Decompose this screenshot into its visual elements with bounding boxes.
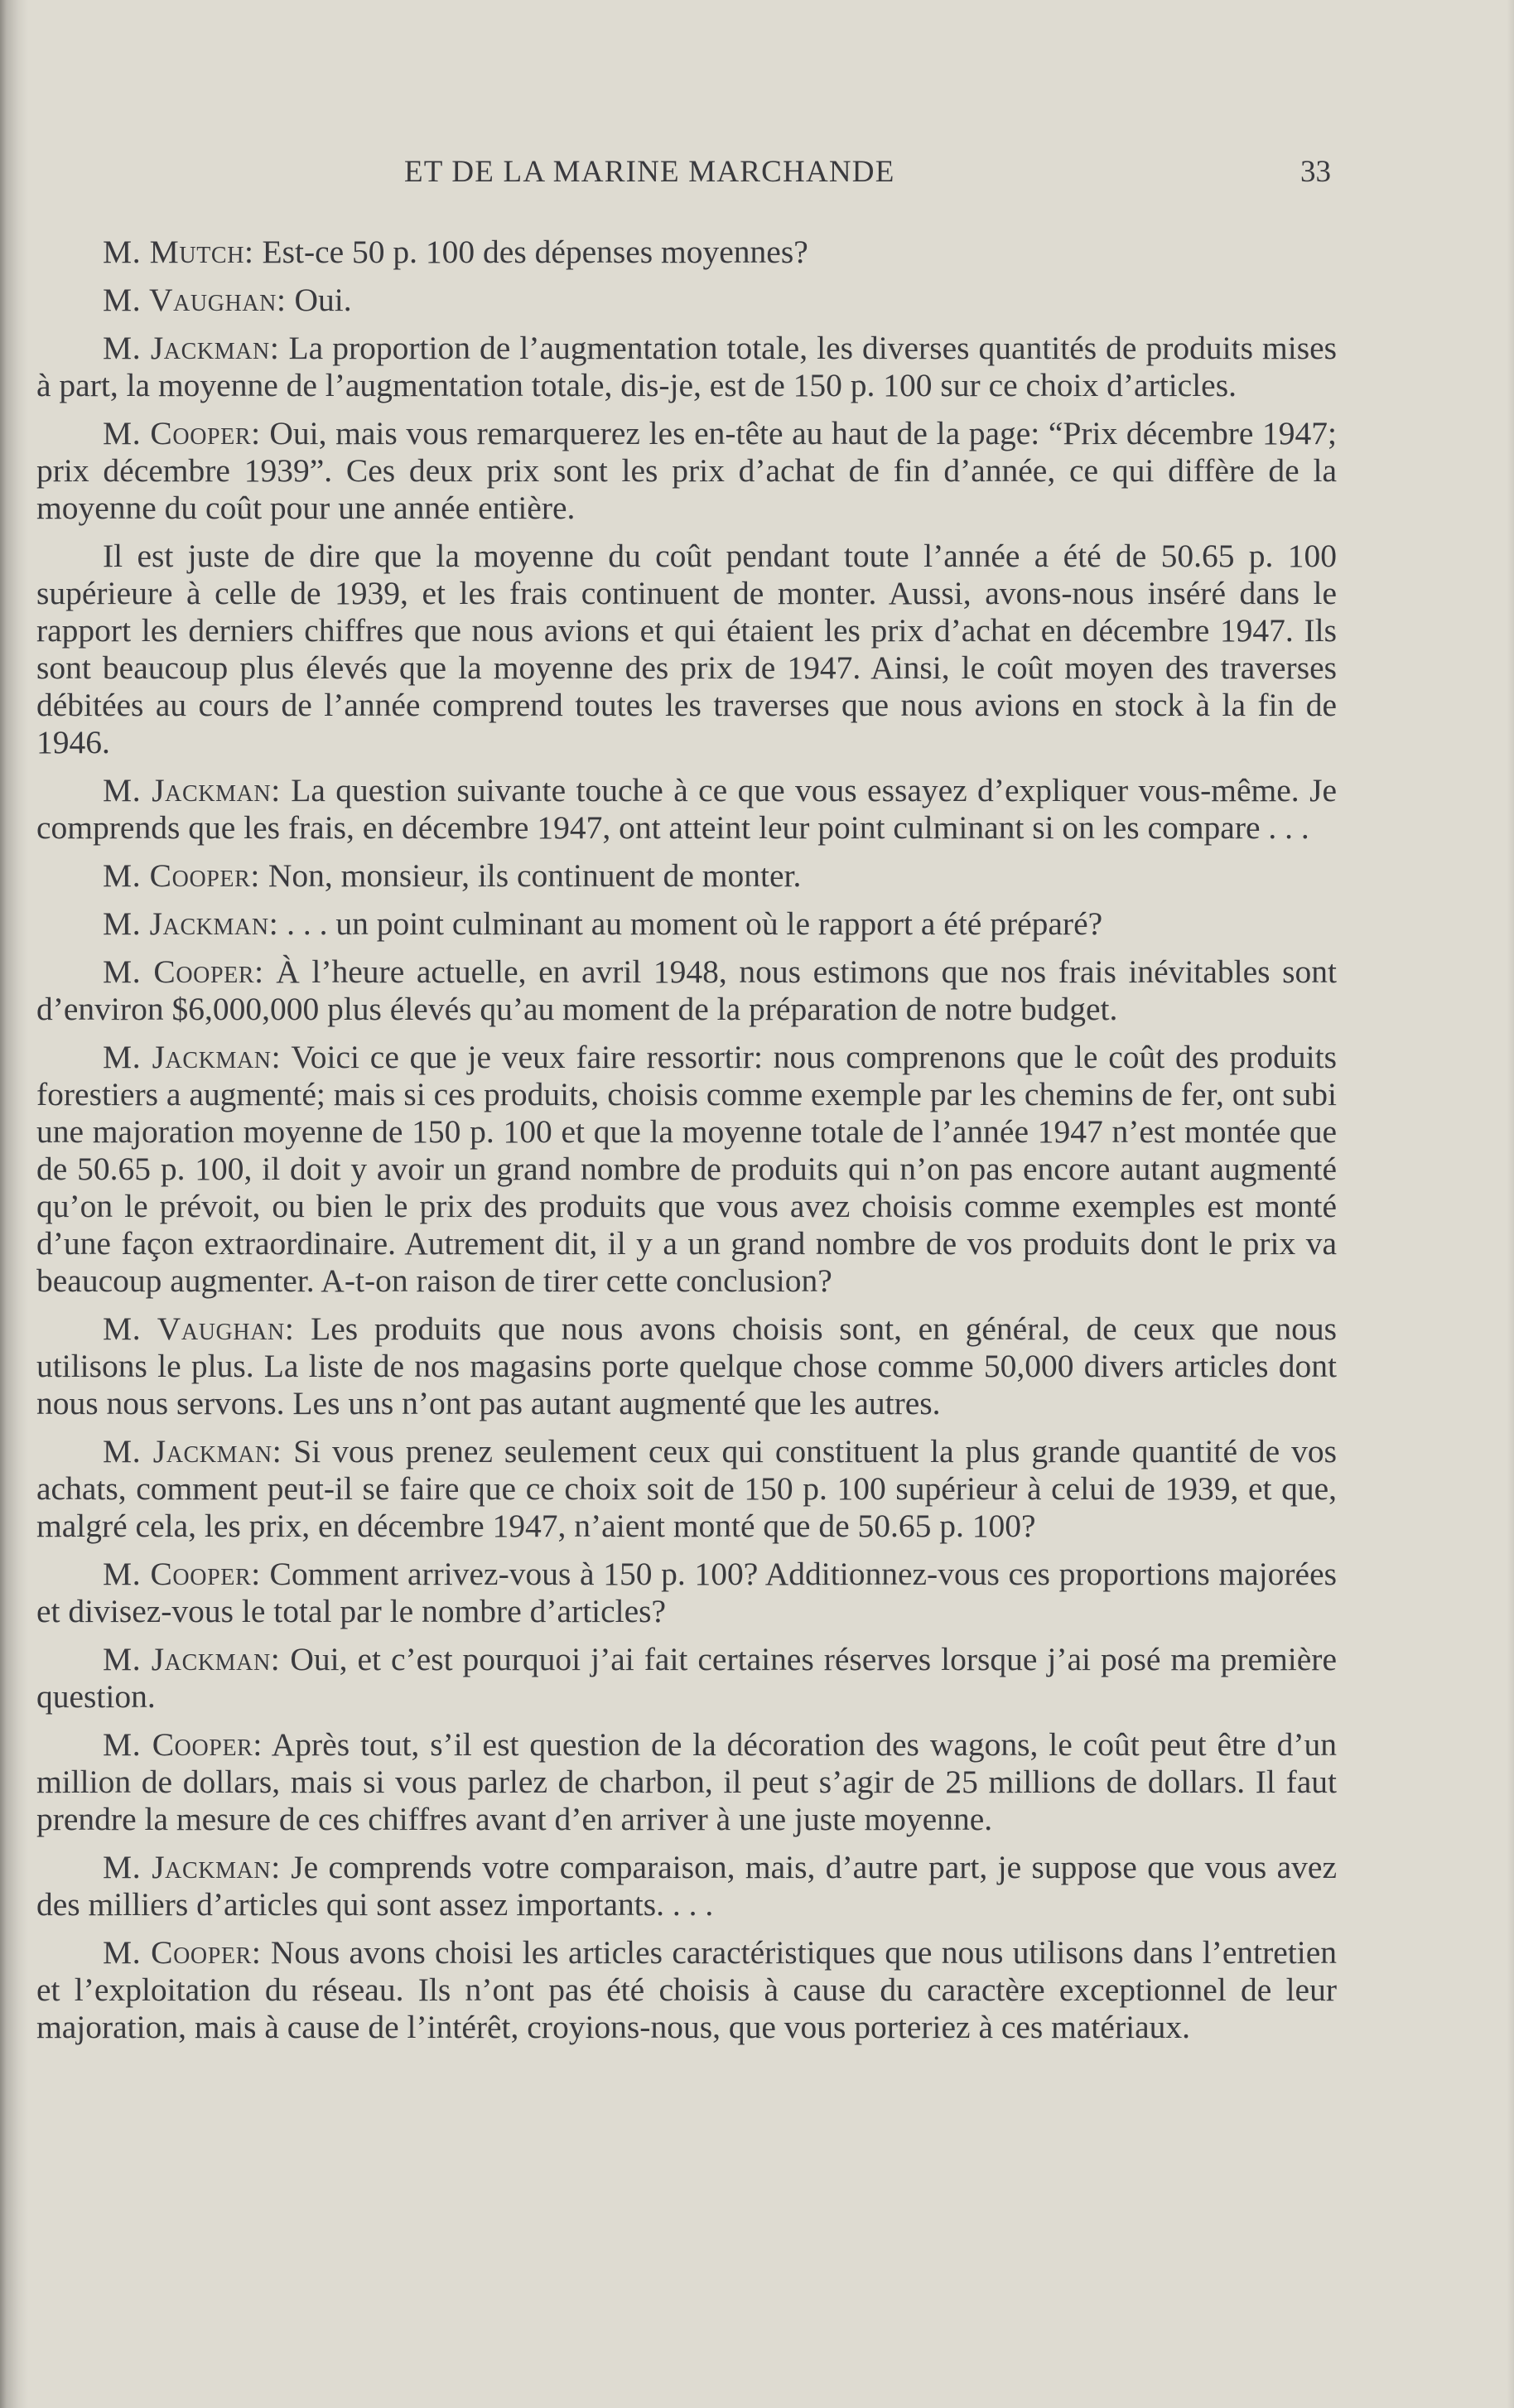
page-binding-edge — [0, 0, 28, 2408]
paragraph — [36, 905, 1337, 943]
paragraph — [36, 1849, 1337, 1923]
speaker-name: M. Cooper: — [103, 1556, 261, 1592]
speaker-name: M. Jackman: — [103, 1433, 282, 1469]
paragraph — [36, 857, 1337, 895]
paragraph — [36, 1433, 1337, 1545]
speaker-name: M. Cooper: — [103, 857, 260, 894]
speaker-name: M. Cooper: — [103, 953, 264, 990]
paragraph-text: La proportion de l’augmentation totale, les diverses quantités de produits mises à part, la moyenne de l’augmentation totale, dis-je, est de 150 p. 100 sur ce choix d’articles. — [36, 330, 1337, 403]
paragraph-text: Non, monsieur, ils continuent de monter. — [260, 857, 802, 894]
paragraph — [36, 1641, 1337, 1716]
speaker-name: M. Jackman: — [103, 1039, 282, 1075]
paragraph — [36, 538, 1337, 761]
paragraph-text: Les produits que nous avons choisis sont, en général, de ceux que nous utilisons le plus. La liste de nos magasins porte quelque chose comme 50,000 divers articles dont nous nous servons. Les uns n’ont pas autant augmenté que les autres. — [36, 1310, 1337, 1421]
paragraph-text: Oui. — [286, 282, 352, 318]
speaker-name: M. Jackman: — [103, 1849, 281, 1885]
speaker-name: M. Vaughan: — [103, 282, 287, 318]
paragraph — [36, 1310, 1337, 1422]
speaker-name: M. Jackman: — [103, 905, 279, 942]
paragraph — [36, 1934, 1337, 2046]
paragraph-text: . . . un point culminant au moment où le rapport a été préparé? — [278, 905, 1103, 942]
speaker-name: M. Cooper: — [103, 1934, 262, 1971]
page-right-edge — [1507, 0, 1514, 2408]
paragraph — [36, 1039, 1337, 1300]
paragraph-text: Voici ce que je veux faire ressortir: nous comprenons que le coût des produits forestiers a augmenté; mais si ces produits, choisis comme exemple par les chemins de fer, ont subi une majoration moyenne de 150 p. 100 et que la moyenne totale de l’année 1947 n’est montée que de 50.65 p. 100, il doit y avoir un grand nombre de produits qui n’on pas encore autant augmenté qu’on le prévoit, ou bien le prix des produits que vous avez choisis comme exemples est monté d’une façon extraordinaire. Autrement dit, il y a un grand nombre de vos produits dont le prix va beaucoup augmenter. A-t-on raison de tirer cette conclusion? — [36, 1039, 1337, 1299]
paragraph — [36, 282, 1337, 319]
paragraph-text: Nous avons choisi les articles caractéristiques que nous utilisons dans l’entretien et l’exploitation du réseau. Ils n’ont pas été choisis à cause du caractère exceptionnel de leur majoration, mais à cause de l’intérêt, croyions-nous, que vous porteriez à ces matériaux. — [36, 1934, 1337, 2045]
paragraph — [36, 1556, 1337, 1630]
speaker-name: M. Cooper: — [103, 415, 261, 451]
speaker-name: M. Vaughan: — [103, 1310, 295, 1347]
running-header — [0, 154, 1514, 194]
paragraph-text: Comment arrivez-vous à 150 p. 100? Additionnez-vous ces proportions majorées et divisez-vous le total par le nombre d’articles? — [36, 1556, 1337, 1629]
page-number: 33 — [1300, 155, 1331, 189]
speaker-name: M. Mutch: — [103, 234, 254, 270]
paragraph-text: Il est juste de dire que la moyenne du coût pendant toute l’année a été de 50.65 p. 100 supérieure à celle de 1939, et les frais continuent de monter. Aussi, avons-nous inséré dans le rapport les derniers chiffres que nous avions et qui étaient les prix d’achat en décembre 1947. Ils sont beaucoup plus élevés que la moyenne des prix de 1947. Ainsi, le coût moyen des traverses débitées au cours de l’année comprend toutes les traverses que nous avions en stock à la fin de 1946. — [36, 538, 1337, 760]
paragraph — [36, 415, 1337, 527]
paragraph — [36, 1726, 1337, 1838]
speaker-name: M. Jackman: — [103, 772, 281, 808]
paragraph-text: Oui, et c’est pourquoi j’ai fait certaines réserves lorsque j’ai posé ma première question. — [36, 1641, 1337, 1715]
page-body — [36, 234, 1337, 2057]
paragraph — [36, 953, 1337, 1028]
speaker-name: M. Jackman: — [103, 1641, 281, 1677]
paragraph-text: La question suivante touche à ce que vous essayez d’expliquer vous-même. Je comprends que les frais, en décembre 1947, ont atteint leur point culminant si on les compare . . . — [36, 772, 1337, 846]
running-title: ET DE LA MARINE MARCHANDE — [404, 155, 895, 189]
paragraph-text: Après tout, s’il est question de la décoration des wagons, le coût peut être d’un million de dollars, mais si vous parlez de charbon, il peut s’agir de 25 millions de dollars. Il faut prendre la mesure de ces chiffres avant d’en arriver à une juste moyenne. — [36, 1726, 1337, 1837]
paragraph-text: Est-ce 50 p. 100 des dépenses moyennes? — [253, 234, 808, 270]
paragraph — [36, 330, 1337, 404]
paragraph-text: Si vous prenez seulement ceux qui constituent la plus grande quantité de vos achats, comment peut-il se faire que ce choix soit de 150 p. 100 supérieur à celui de 1939, et que, malgré cela, les prix, en décembre 1947, n’aient monté que de 50.65 p. 100? — [36, 1433, 1337, 1544]
paragraph — [36, 772, 1337, 847]
paragraph — [36, 234, 1337, 271]
paragraph-text: Oui, mais vous remarquerez les en-tête au haut de la page: “Prix décembre 1947; prix décembre 1939”. Ces deux prix sont les prix d’achat de fin d’année, ce qui diffère de la moyenne du coût pour une année entière. — [36, 415, 1337, 526]
paragraph-text: Je comprends votre comparaison, mais, d’autre part, je suppose que vous avez des milliers d’articles qui sont assez importants. . . . — [36, 1849, 1337, 1923]
paragraph-text: À l’heure actuelle, en avril 1948, nous estimons que nos frais inévitables sont d’environ $6,000,000 plus élevés qu’au moment de la préparation de notre budget. — [36, 953, 1337, 1027]
speaker-name: M. Cooper: — [103, 1726, 263, 1763]
speaker-name: M. Jackman: — [103, 330, 280, 366]
